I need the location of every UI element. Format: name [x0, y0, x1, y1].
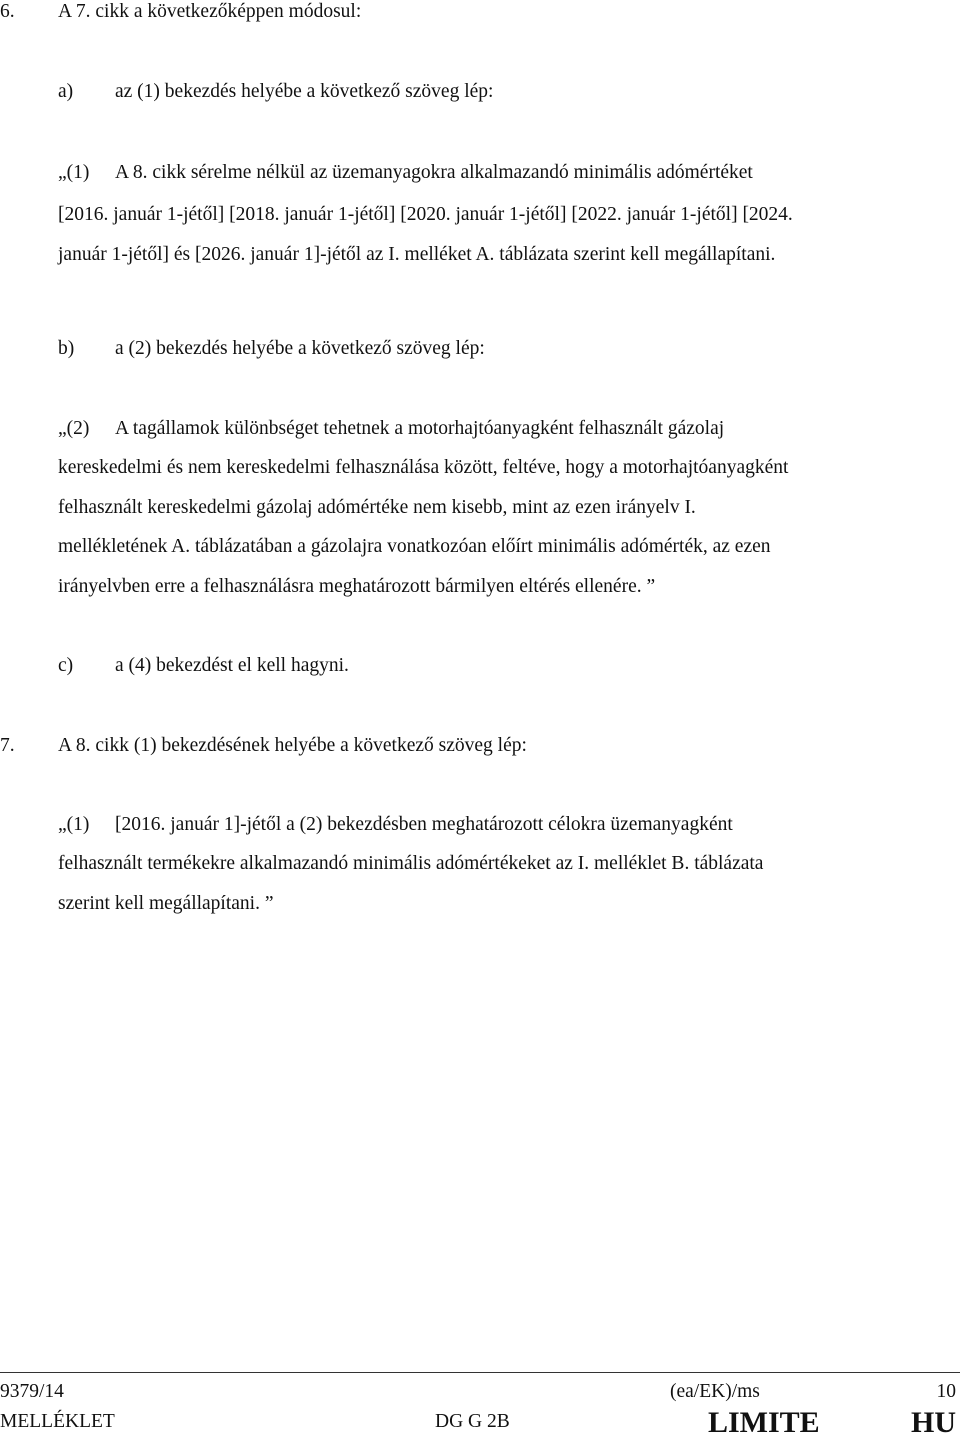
item-6-number: 6. — [0, 1, 15, 22]
quote-line: szerint kell megállapítani. ” — [58, 893, 274, 914]
quote-line: kereskedelmi és nem kereskedelmi felhasználása között, feltéve, hogy a motorhajtóanyagként — [58, 457, 789, 478]
quote-label: „(2) — [58, 418, 90, 439]
item-6b-label: b) — [58, 338, 75, 359]
item-6b-text: a (2) bekezdés helyébe a következő szöveg lép: — [115, 338, 485, 359]
quote-line: felhasznált kereskedelmi gázolaj adómértéke nem kisebb, mint az ezen irányelv I. — [58, 497, 696, 518]
item-6a-label: a) — [58, 81, 74, 102]
item-7-number: 7. — [0, 735, 15, 756]
item-6c-label: c) — [58, 655, 74, 676]
quote-label: „(1) — [58, 162, 90, 183]
quote-line: [2016. január 1-jétől] [2018. január 1-jétől] [2020. január 1-jétől] [2022. január 1-jétől] [2024. — [58, 204, 793, 225]
quote-line: A tagállamok különbséget tehetnek a motorhajtóanyagként felhasznált gázolaj — [115, 418, 725, 439]
item-7-text: A 8. cikk (1) bekezdésének helyébe a következő szöveg lép: — [58, 735, 527, 756]
quote-line: A 8. cikk sérelme nélkül az üzemanyagokra alkalmazandó minimális adómértéket — [115, 162, 753, 183]
quote-line: irányelvben erre a felhasználásra meghatározott bármilyen eltérés ellenére. ” — [58, 576, 656, 597]
item-6c-text: a (4) bekezdést el kell hagyni. — [115, 655, 349, 676]
item-6a-text: az (1) bekezdés helyébe a következő szöveg lép: — [115, 81, 494, 102]
footer-divider — [0, 1372, 960, 1373]
item-6-text: A 7. cikk a következőképpen módosul: — [58, 1, 362, 22]
quote-line: mellékletének A. táblázatában a gázolajra vonatkozóan előírt minimális adómérték, az ezen — [58, 536, 771, 557]
dg-label: DG G 2B — [435, 1411, 510, 1432]
quote-line: január 1-jétől] és [2026. január 1]-jétől az I. melléket A. táblázata szerint kell megállapítani. — [58, 244, 776, 265]
quote-line: felhasznált termékekre alkalmazandó minimális adómértékeket az I. melléklet B. táblázata — [58, 853, 764, 874]
language-code: HU — [911, 1406, 956, 1439]
annex-label: MELLÉKLET — [0, 1411, 115, 1432]
doc-number: 9379/14 — [0, 1381, 64, 1402]
limite-label: LIMITE — [708, 1406, 820, 1439]
doc-reference: (ea/EK)/ms — [670, 1381, 760, 1402]
quote-line: [2016. január 1]-jétől a (2) bekezdésben meghatározott célokra üzemanyagként — [115, 814, 733, 835]
page-number: 10 — [936, 1381, 956, 1402]
quote-label: „(1) — [58, 814, 90, 835]
